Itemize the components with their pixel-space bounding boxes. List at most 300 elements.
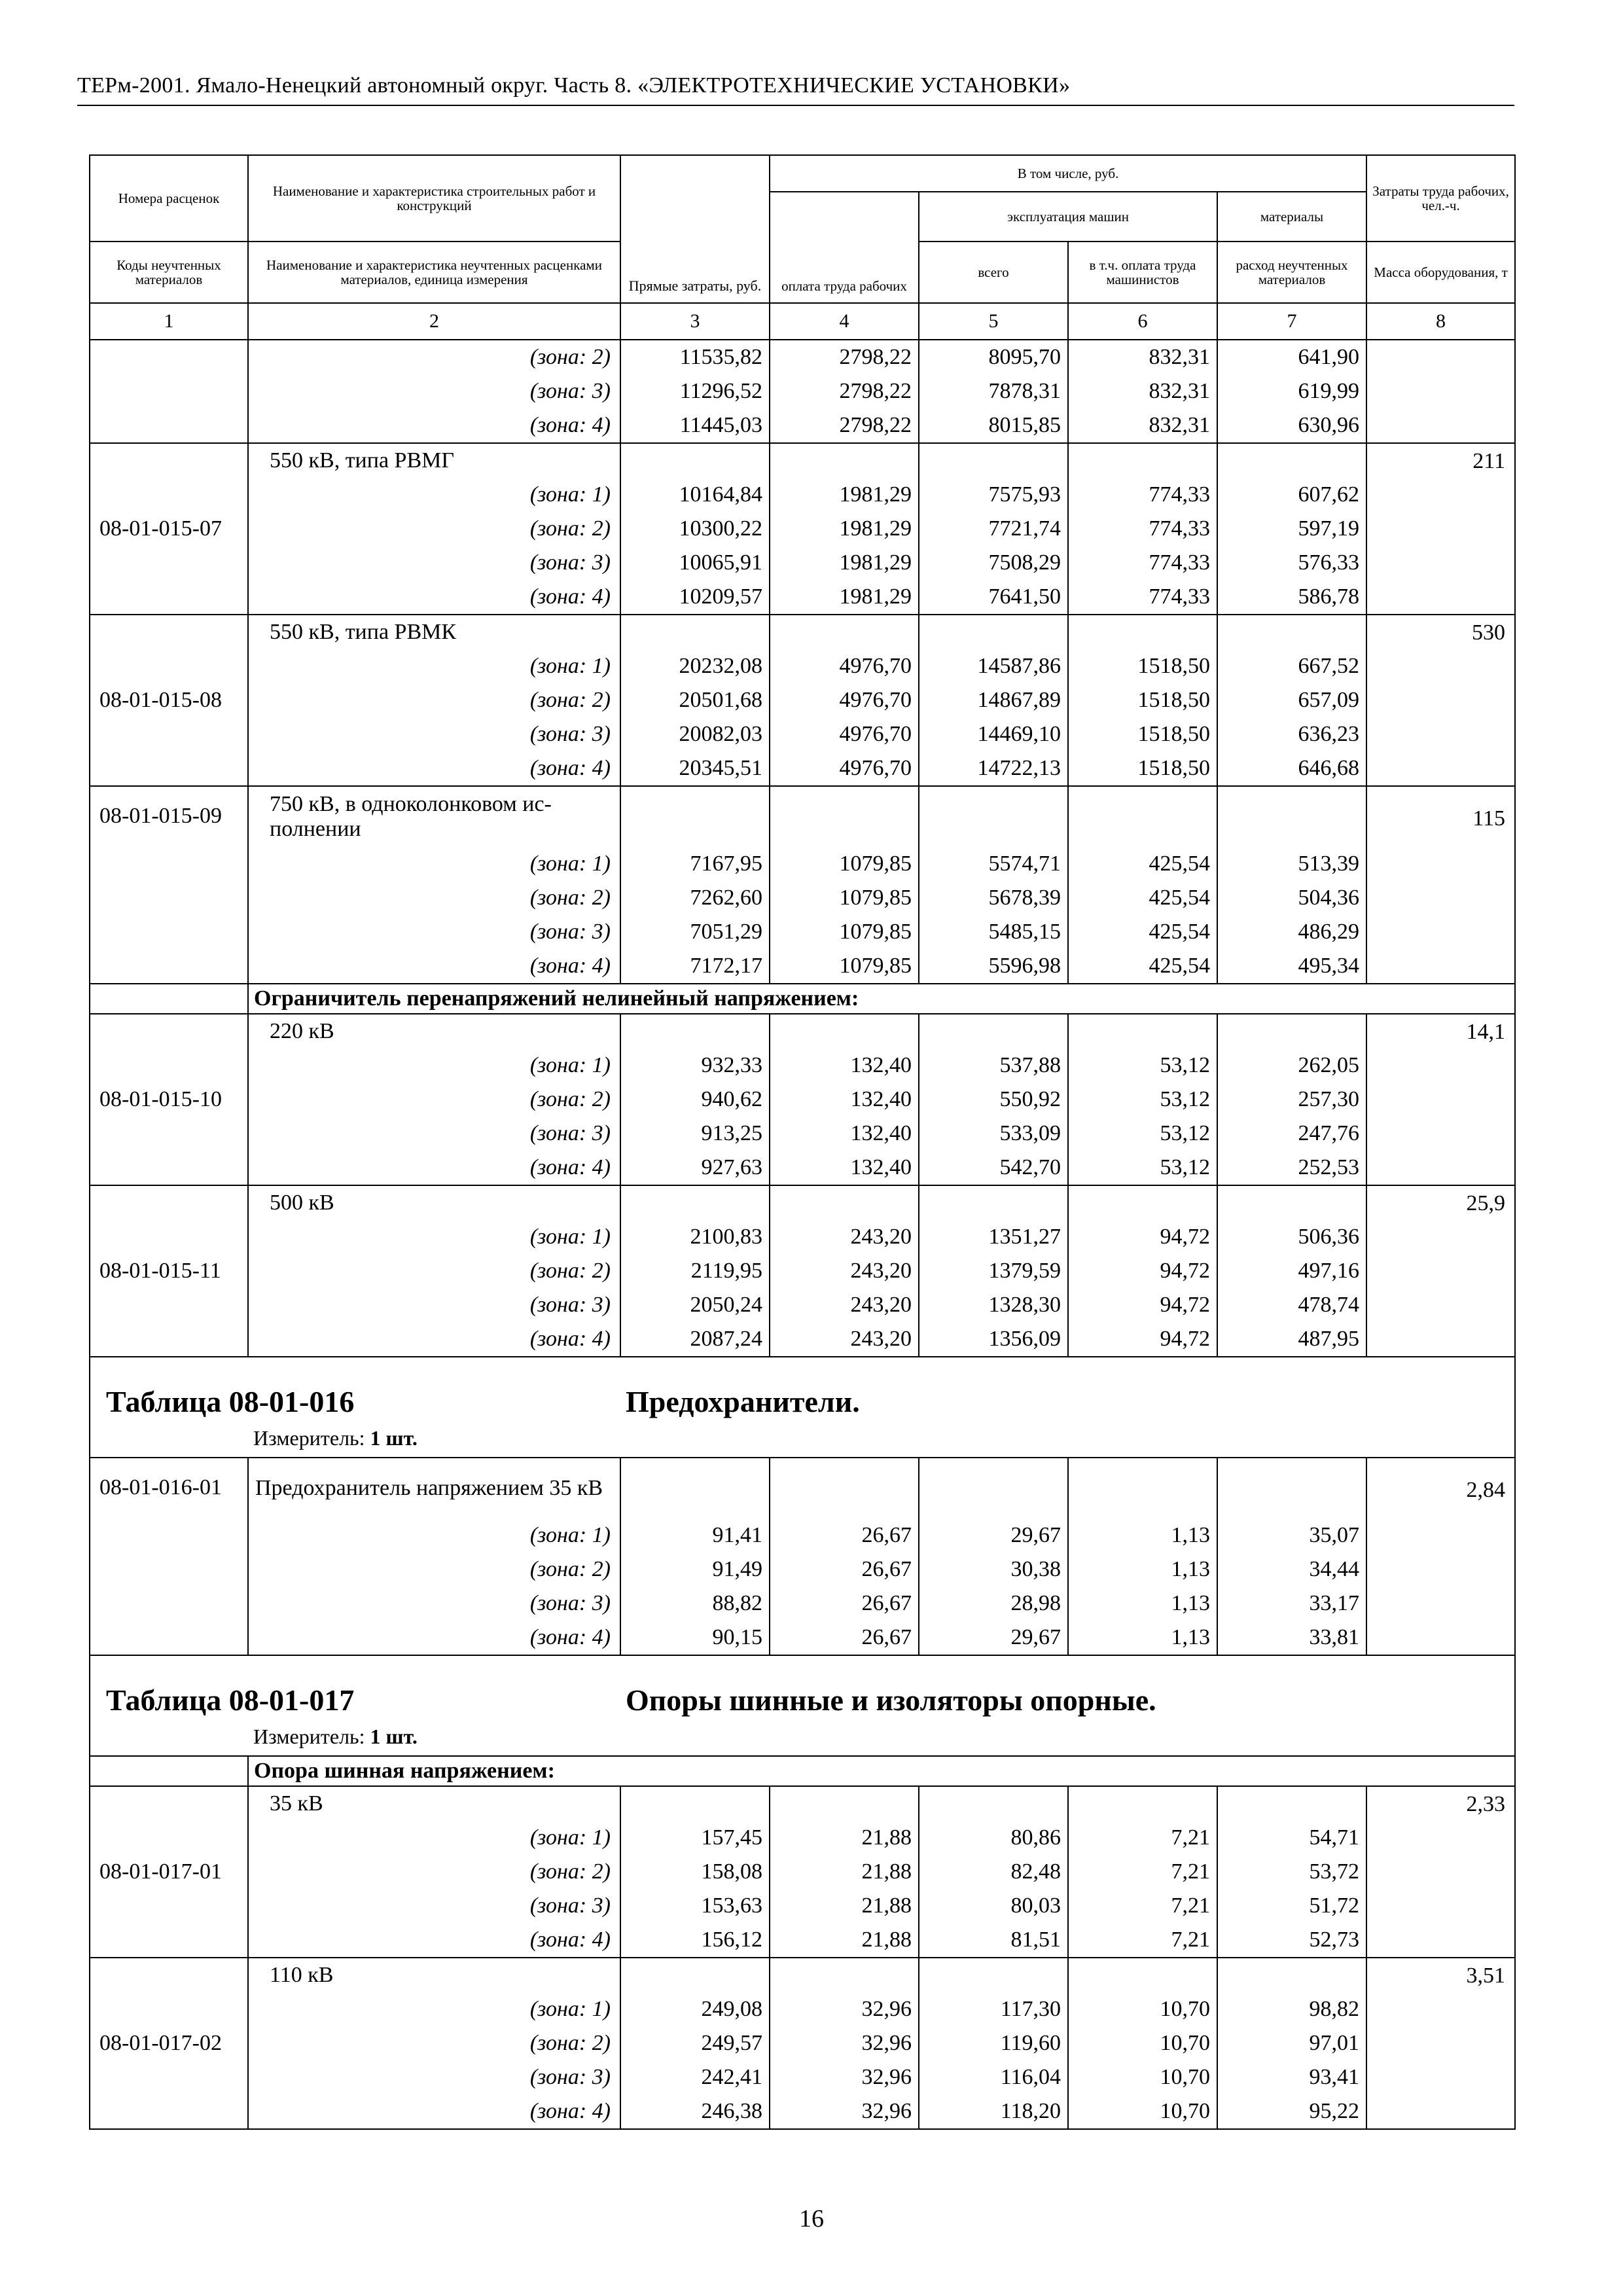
wages-value: 26,67	[770, 1587, 919, 1621]
labor-cost-value: 14,1	[1366, 1014, 1515, 1185]
direct-costs-value: 2119,95	[620, 1254, 770, 1288]
direct-costs-value: 2087,24	[620, 1322, 770, 1357]
machines-total-value: 81,51	[919, 1923, 1068, 1958]
machines-wages-value: 1,13	[1068, 1518, 1217, 1552]
meter-label: Измеритель:	[253, 1724, 365, 1748]
table-row	[90, 1923, 1515, 1958]
machines-total-value: 80,86	[919, 1821, 1068, 1855]
direct-costs-value: 91,41	[620, 1518, 770, 1552]
wages-value: 26,67	[770, 1518, 919, 1552]
item-code: 08-01-015-08	[90, 615, 248, 786]
header-direct-costs: Прямые затраты, руб.	[620, 155, 770, 303]
direct-costs-value: 157,45	[620, 1821, 770, 1855]
zone-label: (зона: 1)	[248, 1220, 620, 1254]
machines-total-value: 119,60	[919, 2026, 1068, 2060]
table-row	[90, 546, 1515, 580]
materials-value: 495,34	[1217, 949, 1366, 984]
zone-label: (зона: 2)	[248, 683, 620, 717]
machines-wages-value: 425,54	[1068, 949, 1217, 984]
item-name: 110 кВ	[248, 1958, 620, 1992]
labor-cost-value: 211	[1366, 443, 1515, 615]
table-row	[90, 1220, 1515, 1254]
table-row	[90, 1552, 1515, 1587]
materials-value: 93,41	[1217, 2060, 1366, 2094]
machines-total-value: 537,88	[919, 1049, 1068, 1083]
labor-cost-value: 3,51	[1366, 1958, 1515, 2129]
zone-label: (зона: 4)	[248, 1621, 620, 1655]
materials-value: 35,07	[1217, 1518, 1366, 1552]
zone-label: (зона: 4)	[248, 1923, 620, 1958]
table-row	[90, 1992, 1515, 2026]
header-machines-wages: в т.ч. оплата труда машинистов	[1068, 242, 1217, 303]
item-row	[90, 1786, 1515, 1821]
wages-value: 21,88	[770, 1923, 919, 1958]
table-title-row	[90, 1357, 1515, 1419]
table-row	[90, 683, 1515, 717]
table-row	[90, 1322, 1515, 1357]
table-row	[90, 512, 1515, 546]
page-number: 16	[799, 2205, 824, 2233]
wages-value: 1981,29	[770, 580, 919, 615]
machines-total-value: 30,38	[919, 1552, 1068, 1587]
direct-costs-value: 10164,84	[620, 478, 770, 512]
zone-label: (зона: 3)	[248, 915, 620, 949]
table-row	[90, 717, 1515, 751]
direct-costs-value: 2100,83	[620, 1220, 770, 1254]
item-row	[90, 443, 1515, 478]
machines-wages-value: 7,21	[1068, 1889, 1217, 1923]
table-row	[90, 2060, 1515, 2094]
wages-value: 1079,85	[770, 915, 919, 949]
item-name: 220 кВ	[248, 1014, 620, 1049]
direct-costs-value: 153,63	[620, 1889, 770, 1923]
zone-label: (зона: 3)	[248, 1117, 620, 1151]
machines-total-value: 28,98	[919, 1587, 1068, 1621]
machines-total-value: 116,04	[919, 2060, 1068, 2094]
table-row	[90, 580, 1515, 615]
machines-wages-value: 832,31	[1068, 408, 1217, 443]
materials-value: 54,71	[1217, 1821, 1366, 1855]
machines-wages-value: 774,33	[1068, 478, 1217, 512]
table-row	[90, 1083, 1515, 1117]
table-row	[90, 1855, 1515, 1889]
machines-wages-value: 1,13	[1068, 1587, 1217, 1621]
item-name: 550 кВ, типа РВМГ	[248, 443, 620, 478]
materials-value: 478,74	[1217, 1288, 1366, 1322]
machines-wages-value: 94,72	[1068, 1220, 1217, 1254]
zone-label: (зона: 1)	[248, 1821, 620, 1855]
machines-wages-value: 1518,50	[1068, 683, 1217, 717]
table-row	[90, 751, 1515, 786]
materials-value: 257,30	[1217, 1083, 1366, 1117]
item-row	[90, 1185, 1515, 1220]
machines-wages-value: 10,70	[1068, 2026, 1217, 2060]
materials-value: 619,99	[1217, 374, 1366, 408]
zone-label: (зона: 2)	[248, 340, 620, 374]
machines-total-value: 7721,74	[919, 512, 1068, 546]
labor-cost-value: 25,9	[1366, 1185, 1515, 1357]
materials-value: 667,52	[1217, 649, 1366, 683]
item-row	[90, 1958, 1515, 1992]
materials-value: 504,36	[1217, 881, 1366, 915]
item-name: 750 кВ, в одноколонковом ис-полнении	[248, 786, 620, 847]
machines-total-value: 533,09	[919, 1117, 1068, 1151]
table-number: Таблица 08-01-016	[106, 1385, 355, 1418]
machines-wages-value: 774,33	[1068, 546, 1217, 580]
wages-value: 132,40	[770, 1049, 919, 1083]
item-code: 08-01-015-10	[90, 1014, 248, 1185]
machines-wages-value: 94,72	[1068, 1322, 1217, 1357]
zone-label: (зона: 3)	[248, 2060, 620, 2094]
item-name: 500 кВ	[248, 1185, 620, 1220]
machines-total-value: 1351,27	[919, 1220, 1068, 1254]
item-row	[90, 786, 1515, 847]
materials-value: 247,76	[1217, 1117, 1366, 1151]
direct-costs-value: 7172,17	[620, 949, 770, 984]
wages-value: 26,67	[770, 1621, 919, 1655]
direct-costs-value: 20345,51	[620, 751, 770, 786]
materials-value: 95,22	[1217, 2094, 1366, 2129]
zone-label: (зона: 1)	[248, 649, 620, 683]
group-heading: Ограничитель перенапряжений нелинейный напряжением:	[248, 984, 919, 1014]
labor-cost-value: 2,84	[1366, 1458, 1515, 1655]
direct-costs-value: 7051,29	[620, 915, 770, 949]
machines-wages-value: 1,13	[1068, 1621, 1217, 1655]
direct-costs-value: 20501,68	[620, 683, 770, 717]
zone-label: (зона: 2)	[248, 1552, 620, 1587]
table-row	[90, 408, 1515, 443]
zone-label: (зона: 2)	[248, 1254, 620, 1288]
item-code: 08-01-017-02	[90, 1958, 248, 2129]
materials-value: 34,44	[1217, 1552, 1366, 1587]
item-code: 08-01-015-09	[90, 786, 248, 984]
wages-value: 21,88	[770, 1889, 919, 1923]
zone-label: (зона: 4)	[248, 408, 620, 443]
direct-costs-value: 242,41	[620, 2060, 770, 2094]
labor-cost-value: 530	[1366, 615, 1515, 786]
wages-value: 243,20	[770, 1288, 919, 1322]
machines-total-value: 5485,15	[919, 915, 1068, 949]
header-labor: Затраты труда рабочих, чел.-ч.	[1366, 155, 1515, 242]
direct-costs-value: 10065,91	[620, 546, 770, 580]
zone-label: (зона: 4)	[248, 580, 620, 615]
machines-total-value: 14469,10	[919, 717, 1068, 751]
table-title-row	[90, 1655, 1515, 1717]
machines-total-value: 5574,71	[919, 847, 1068, 881]
wages-value: 132,40	[770, 1151, 919, 1185]
header-in-total: В том числе, руб.	[770, 155, 1366, 192]
machines-wages-value: 7,21	[1068, 1923, 1217, 1958]
machines-total-value: 14587,86	[919, 649, 1068, 683]
machines-wages-value: 774,33	[1068, 512, 1217, 546]
zone-label: (зона: 3)	[248, 1288, 620, 1322]
table-row	[90, 949, 1515, 984]
zone-label: (зона: 1)	[248, 1049, 620, 1083]
machines-total-value: 14722,13	[919, 751, 1068, 786]
machines-total-value: 7575,93	[919, 478, 1068, 512]
header-rule	[77, 105, 1514, 106]
machines-total-value: 82,48	[919, 1855, 1068, 1889]
header-materials-consumption: расход неучтенных материалов	[1217, 242, 1366, 303]
price-table	[89, 154, 1516, 2130]
meter-label: Измеритель:	[253, 1426, 365, 1450]
labor-cost-value: 115	[1366, 786, 1515, 984]
machines-wages-value: 425,54	[1068, 881, 1217, 915]
materials-value: 51,72	[1217, 1889, 1366, 1923]
wages-value: 4976,70	[770, 649, 919, 683]
machines-wages-value: 425,54	[1068, 915, 1217, 949]
materials-value: 486,29	[1217, 915, 1366, 949]
machines-total-value: 29,67	[919, 1621, 1068, 1655]
machines-wages-value: 94,72	[1068, 1254, 1217, 1288]
direct-costs-value: 91,49	[620, 1552, 770, 1587]
materials-value: 586,78	[1217, 580, 1366, 615]
materials-value: 646,68	[1217, 751, 1366, 786]
meter-value: 1 шт.	[370, 1426, 418, 1450]
column-number: 3	[620, 303, 770, 340]
machines-wages-value: 53,12	[1068, 1151, 1217, 1185]
machines-total-value: 550,92	[919, 1083, 1068, 1117]
wages-value: 2798,22	[770, 408, 919, 443]
item-code: 08-01-015-07	[90, 443, 248, 615]
machines-total-value: 8095,70	[919, 340, 1068, 374]
zone-label: (зона: 3)	[248, 546, 620, 580]
table-row	[90, 1254, 1515, 1288]
wages-value: 1079,85	[770, 847, 919, 881]
wages-value: 1981,29	[770, 478, 919, 512]
machines-wages-value: 10,70	[1068, 2094, 1217, 2129]
direct-costs-value: 10209,57	[620, 580, 770, 615]
wages-value: 1981,29	[770, 512, 919, 546]
column-number: 6	[1068, 303, 1217, 340]
zone-label: (зона: 2)	[248, 1855, 620, 1889]
machines-total-value: 1328,30	[919, 1288, 1068, 1322]
direct-costs-value: 156,12	[620, 1923, 770, 1958]
machines-total-value: 1379,59	[919, 1254, 1068, 1288]
column-number: 8	[1366, 303, 1515, 340]
materials-value: 506,36	[1217, 1220, 1366, 1254]
wages-value: 32,96	[770, 2060, 919, 2094]
wages-value: 1981,29	[770, 546, 919, 580]
table-row	[90, 847, 1515, 881]
machines-wages-value: 53,12	[1068, 1049, 1217, 1083]
materials-value: 641,90	[1217, 340, 1366, 374]
direct-costs-value: 11535,82	[620, 340, 770, 374]
machines-wages-value: 1518,50	[1068, 751, 1217, 786]
table-row	[90, 649, 1515, 683]
header-wages: оплата труда рабочих	[770, 192, 919, 303]
materials-value: 98,82	[1217, 1992, 1366, 2026]
wages-value: 243,20	[770, 1220, 919, 1254]
zone-label: (зона: 2)	[248, 2026, 620, 2060]
table-row	[90, 478, 1515, 512]
direct-costs-value: 246,38	[620, 2094, 770, 2129]
materials-value: 487,95	[1217, 1322, 1366, 1357]
wages-value: 132,40	[770, 1083, 919, 1117]
materials-value: 52,73	[1217, 1923, 1366, 1958]
column-number: 5	[919, 303, 1068, 340]
wages-value: 21,88	[770, 1821, 919, 1855]
zone-label: (зона: 1)	[248, 1518, 620, 1552]
materials-value: 33,81	[1217, 1621, 1366, 1655]
direct-costs-value: 932,33	[620, 1049, 770, 1083]
header-material-names: Наименование и характеристика неучтенных расценками материалов, единица измерения	[248, 242, 620, 303]
table-row	[90, 1587, 1515, 1621]
zone-label: (зона: 4)	[248, 1151, 620, 1185]
item-row	[90, 1458, 1515, 1518]
wages-value: 243,20	[770, 1254, 919, 1288]
running-head: ТЕРм-2001. Ямало-Ненецкий автономный округ. Часть 8. «ЭЛЕКТРОТЕХНИЧЕСКИЕ УСТАНОВКИ»	[77, 73, 1071, 98]
materials-value: 53,72	[1217, 1855, 1366, 1889]
machines-total-value: 29,67	[919, 1518, 1068, 1552]
wages-value: 4976,70	[770, 751, 919, 786]
machines-total-value: 7878,31	[919, 374, 1068, 408]
table-row	[90, 915, 1515, 949]
wages-value: 2798,22	[770, 340, 919, 374]
zone-label: (зона: 3)	[248, 717, 620, 751]
item-code: 08-01-016-01	[90, 1458, 248, 1655]
item-name: Предохранитель напряжением 35 кВ	[248, 1458, 620, 1518]
item-name: 35 кВ	[248, 1786, 620, 1821]
group-heading: Опора шинная напряжением:	[248, 1756, 919, 1786]
zone-label: (зона: 1)	[248, 847, 620, 881]
wages-value: 4976,70	[770, 717, 919, 751]
machines-wages-value: 7,21	[1068, 1855, 1217, 1889]
materials-value: 513,39	[1217, 847, 1366, 881]
machines-total-value: 80,03	[919, 1889, 1068, 1923]
zone-label: (зона: 1)	[248, 478, 620, 512]
table-title: Предохранители.	[626, 1385, 860, 1418]
header-mass: Масса оборудования, т	[1366, 242, 1515, 303]
wages-value: 4976,70	[770, 683, 919, 717]
materials-value: 576,33	[1217, 546, 1366, 580]
materials-value: 97,01	[1217, 2026, 1366, 2060]
column-number: 2	[248, 303, 620, 340]
direct-costs-value: 249,57	[620, 2026, 770, 2060]
materials-value: 657,09	[1217, 683, 1366, 717]
materials-value: 636,23	[1217, 717, 1366, 751]
item-code: 08-01-017-01	[90, 1786, 248, 1958]
meter-row	[90, 1717, 1515, 1756]
direct-costs-value: 90,15	[620, 1621, 770, 1655]
group-heading-row	[90, 1756, 1515, 1786]
wages-value: 32,96	[770, 2094, 919, 2129]
direct-costs-value: 2050,24	[620, 1288, 770, 1322]
materials-value: 497,16	[1217, 1254, 1366, 1288]
header-machines-total: всего	[919, 242, 1068, 303]
table-row	[90, 881, 1515, 915]
machines-wages-value: 425,54	[1068, 847, 1217, 881]
direct-costs-value: 158,08	[620, 1855, 770, 1889]
zone-label: (зона: 2)	[248, 512, 620, 546]
machines-wages-value: 1518,50	[1068, 649, 1217, 683]
zone-label: (зона: 4)	[248, 751, 620, 786]
header-material-codes: Коды неучтенных материалов	[90, 242, 248, 303]
zone-label: (зона: 1)	[248, 1992, 620, 2026]
table-row	[90, 1117, 1515, 1151]
machines-total-value: 7641,50	[919, 580, 1068, 615]
wages-value: 1079,85	[770, 881, 919, 915]
table-row	[90, 1621, 1515, 1655]
zone-label: (зона: 3)	[248, 1587, 620, 1621]
header-materials: материалы	[1217, 192, 1366, 242]
item-code: 08-01-015-11	[90, 1185, 248, 1357]
materials-value: 630,96	[1217, 408, 1366, 443]
direct-costs-value: 10300,22	[620, 512, 770, 546]
zone-label: (зона: 4)	[248, 1322, 620, 1357]
table-row	[90, 1518, 1515, 1552]
materials-value: 607,62	[1217, 478, 1366, 512]
direct-costs-value: 927,63	[620, 1151, 770, 1185]
direct-costs-value: 7262,60	[620, 881, 770, 915]
machines-wages-value: 10,70	[1068, 2060, 1217, 2094]
zone-label: (зона: 2)	[248, 881, 620, 915]
machines-wages-value: 94,72	[1068, 1288, 1217, 1322]
direct-costs-value: 11445,03	[620, 408, 770, 443]
zone-label: (зона: 4)	[248, 2094, 620, 2129]
materials-value: 252,53	[1217, 1151, 1366, 1185]
machines-total-value: 117,30	[919, 1992, 1068, 2026]
direct-costs-value: 20082,03	[620, 717, 770, 751]
column-number: 7	[1217, 303, 1366, 340]
table-row	[90, 1889, 1515, 1923]
table-row	[90, 1288, 1515, 1322]
direct-costs-value: 11296,52	[620, 374, 770, 408]
table-row	[90, 340, 1515, 374]
machines-wages-value: 832,31	[1068, 374, 1217, 408]
item-row	[90, 1014, 1515, 1049]
direct-costs-value: 940,62	[620, 1083, 770, 1117]
header-work-name: Наименование и характеристика строительных работ и конструкций	[248, 155, 620, 242]
item-row	[90, 615, 1515, 649]
wages-value: 26,67	[770, 1552, 919, 1587]
zone-label: (зона: 2)	[248, 1083, 620, 1117]
machines-total-value: 5596,98	[919, 949, 1068, 984]
table-row	[90, 1821, 1515, 1855]
machines-wages-value: 53,12	[1068, 1117, 1217, 1151]
table-row	[90, 1049, 1515, 1083]
machines-wages-value: 1518,50	[1068, 717, 1217, 751]
table-title: Опоры шинные и изоляторы опорные.	[626, 1683, 1156, 1717]
zone-label: (зона: 4)	[248, 949, 620, 984]
table-row	[90, 2026, 1515, 2060]
header-codes: Номера расценок	[90, 155, 248, 242]
direct-costs-value: 913,25	[620, 1117, 770, 1151]
wages-value: 32,96	[770, 2026, 919, 2060]
machines-total-value: 542,70	[919, 1151, 1068, 1185]
machines-total-value: 1356,09	[919, 1322, 1068, 1357]
table-row	[90, 2094, 1515, 2129]
direct-costs-value: 7167,95	[620, 847, 770, 881]
wages-value: 32,96	[770, 1992, 919, 2026]
meter-value: 1 шт.	[370, 1724, 418, 1748]
item-name: 550 кВ, типа РВМК	[248, 615, 620, 649]
labor-cost-value: 2,33	[1366, 1786, 1515, 1958]
machines-wages-value: 53,12	[1068, 1083, 1217, 1117]
group-heading-row	[90, 984, 1515, 1014]
materials-value: 262,05	[1217, 1049, 1366, 1083]
machines-total-value: 7508,29	[919, 546, 1068, 580]
table-number: Таблица 08-01-017	[106, 1683, 355, 1717]
wages-value: 1079,85	[770, 949, 919, 984]
wages-value: 2798,22	[770, 374, 919, 408]
zone-label: (зона: 3)	[248, 1889, 620, 1923]
machines-wages-value: 1,13	[1068, 1552, 1217, 1587]
materials-value: 597,19	[1217, 512, 1366, 546]
column-number: 1	[90, 303, 248, 340]
zone-label: (зона: 3)	[248, 374, 620, 408]
machines-wages-value: 7,21	[1068, 1821, 1217, 1855]
